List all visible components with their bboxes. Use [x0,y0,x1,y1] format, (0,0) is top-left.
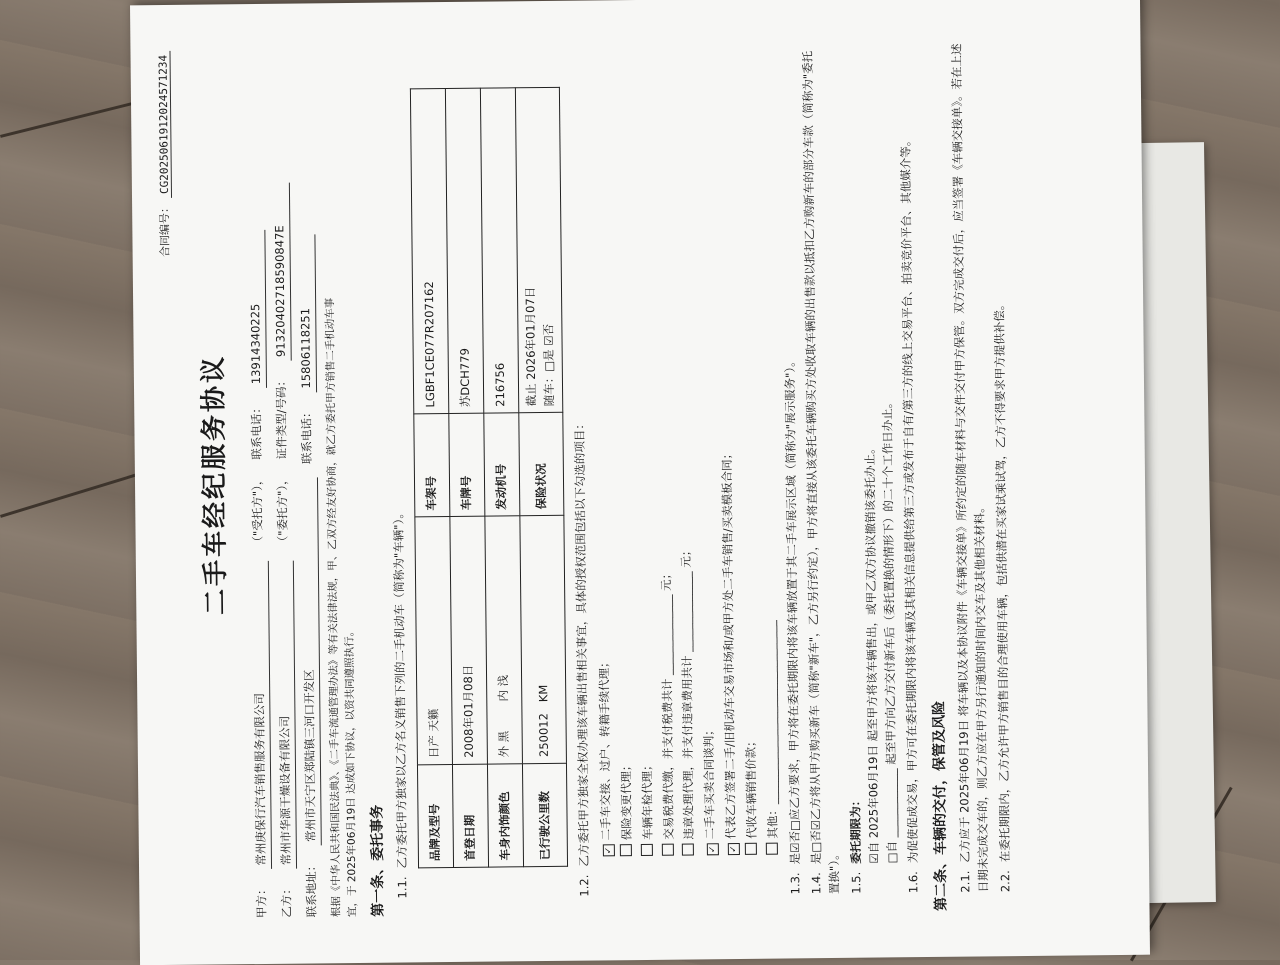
party-a-phone: 13914340225 [247,230,267,388]
party-a-row [245,50,273,918]
vin-label: 车架号 [414,414,450,517]
party-b-id: 913204027185908​47E [271,183,292,361]
party-b-name: 常州市华源干燥设备有限公司 [275,561,297,869]
party-a-phone-label: 联系电话： [249,402,265,460]
party-a-role: （"受托方"）， [250,473,265,548]
party-a-name: 常州庚保行汽车销售服务有限公司 [250,561,272,869]
checkbox[interactable]: ✓ [707,843,719,855]
party-b-id-label: 证件类型/号码： [273,374,289,460]
reg-label: 首登日期 [452,764,488,867]
clause-text: 是☑否□应乙方要求，甲方将在委托期限内将该车辆放置于其二手车展示区域（简称为"展示服务"）。 [782,355,802,865]
clause-text: 乙方应于 2025年06月19日 将车辆以及本协议附件《车辆交接单》所约定的随车材料与交件交付甲方保管。双方完成交付后，应当签署《车辆交接单》。若在上述日期未完成交车的，则乙方应在甲方另行通知的时间内交车及其他相关材料。 [949,43,991,893]
preamble-line-1: 根据《中华人民共和国民法典》、《二手车流通管理办法》等有关法律法规，甲、乙双方经友好协商，就乙方委托甲方销售二手机动车事 [323,297,343,918]
checkbox[interactable] [745,843,757,855]
plate-label: 车牌号 [449,413,485,516]
clause-text: 是□否☑乙方将从甲方购买新车（简称"新车"，乙方另行约定），甲方将直接从该委托车辆购买方处收取车辆的出售款以抵扣乙方购新车的部分车款（简称为"委托置换"）。 [800,50,842,895]
plate-value: 苏DCH779 [445,88,483,414]
clause-1-4 [800,44,845,894]
term-option-b: □自 ____________ 起至甲方向乙方交付新车后（委托置换的情形下）的二十个工作日办止。 [879,396,899,864]
option-text: 保险变更代理； [618,759,634,841]
party-b-label: 乙方： [279,883,294,918]
address-value: 常州市天宁区郑陆镇三河口开发区 [299,478,322,846]
section-1-heading: 第一条、委托事务 [369,804,387,917]
color-label: 车身内饰颜色 [487,764,523,867]
engine-label: 发动机号 [484,413,520,516]
clause-num: 1.5. [849,871,864,894]
km-value: 250012 KM [520,516,567,764]
clause-text: 乙方委托甲方独家以乙方名义销售下列的二手机动车（简称为"车辆"）。 [391,507,410,869]
party-b-role: （"委托方"）， [275,473,290,548]
engine-value: 216756 [480,88,518,414]
option-text: 其他：________________________________ [763,620,780,839]
option-text: 违章处理代理，并支付违章费用共计 ______________ 元； [679,544,697,840]
clause-label: 委托期限为： [848,794,863,864]
clause-2-2 [988,42,1015,892]
checkbox[interactable] [682,843,694,855]
address-phone-label: 联系电话： [299,406,314,465]
party-a-label: 甲方： [254,883,269,919]
clause-1-1 [385,48,412,898]
party-b-row [270,50,298,918]
option-text: 代收车辆销售价款； [743,735,759,839]
brand-label: 品牌及型号 [417,764,453,867]
authorization-options [590,45,783,857]
insurance-onboard: 随车：□是 ☑否 [540,323,556,407]
brand-value: 日产 天籁 [415,517,453,765]
clause-1-6 [897,43,924,893]
checkbox[interactable] [661,844,673,856]
option-text: 交易税费代缴，并支付税费共计 ______________ 元； [658,567,676,840]
insurance-date: 截止 2026年01月07日 [522,286,538,407]
clause-text: 为促使促成交易，甲方可在委托期限内将该车辆及其相关信息提供给第三方或发布于自有/第三方的线上交易平台、拍卖竞价平台、其他媒介等。 [898,134,921,864]
km-label: 已行驶公里数 [522,763,568,866]
checkbox[interactable]: ✓ [728,843,740,855]
document-title: 二手车经纪服务协议 [198,353,232,616]
vehicle-table [410,87,569,869]
clause-num: 1.2. [577,874,592,897]
contract-number [154,51,173,261]
preamble-line-2: 宜，于 2025年06月19日 达成如下协议，以资共同遵照执行。 [343,625,359,918]
checkbox[interactable] [766,843,778,855]
contract-number-value: CG2025061912024571234 [156,51,172,198]
address-row [294,49,322,917]
clause-num: 1.1. [395,876,410,899]
address-phone: 15806118251 [296,234,316,392]
clause-text: 在委托期限内，乙方允许甲方销售目的合理使用车辆，包括供潜在买家试乘试驾，乙方不得要求甲方提供补偿。 [991,298,1012,863]
clause-num: 1.6. [906,871,921,894]
reg-value: 2008年01月08日 [450,516,488,764]
option-text: 二手车买卖合同谈判； [701,724,718,840]
contract-number-label: 合同编号： [158,201,172,258]
term-option-a: ☑自 2025年06月19日 起至甲方将该车辆售出，或甲乙双方协议撤销该委托办止。 [862,442,881,864]
clause-2-1 [948,42,993,892]
clause-1-5 [839,43,901,894]
contract-page [130,0,1150,965]
checkbox[interactable] [641,844,653,856]
option-text: 二手车交接、过户、转籍手续代理； [597,656,613,841]
option-text: 代表乙方签署二手/旧机动车交易市场和/或甲方处二手车销售/买卖模板合同； [719,447,738,840]
section-2-heading: 第二条、车辆的交付，保管及风险 [931,700,950,911]
clause-num: 1.3. [787,872,802,895]
vin-value: LGBF1CE077R207162 [410,89,448,415]
clause-text: 乙方委托甲方独家全权办理该车辆出售相关事宜，具体的授权范围包括以下勾选的项目： [572,418,592,867]
insurance-value [515,87,563,413]
color-value: 外 黑 内 浅 [485,516,523,764]
option-text: 车辆年检代理； [639,759,655,841]
checkbox[interactable] [620,844,632,856]
address-label: 联系地址： [303,859,319,918]
insurance-label: 保险状况 [519,413,565,516]
clause-num: 2.2. [997,870,1012,893]
checkbox[interactable]: ✓ [603,844,615,856]
clause-num: 1.4. [809,872,824,895]
clause-num: 2.1. [957,870,973,893]
